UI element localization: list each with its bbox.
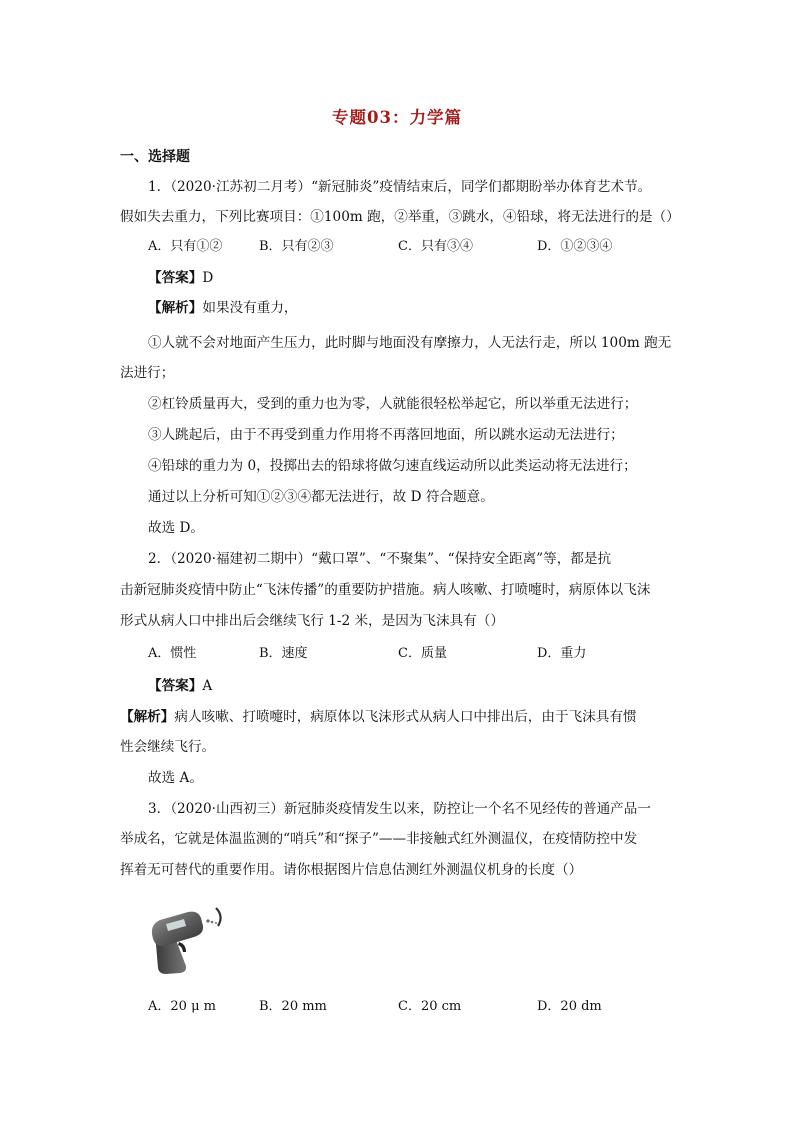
analysis-text: 如果没有重力， — [202, 300, 298, 316]
q2-analysis-line1 — [120, 707, 680, 727]
q1-option-c: C．只有③④ — [398, 239, 473, 254]
q3-stem-line2: 举成名，它就是体温监测的“哨兵”和“探子”——非接触式红外测温仪，在疫情防控中发 — [120, 831, 638, 847]
answer-label: 【答案】 — [148, 678, 203, 694]
analysis-label: 【解析】 — [148, 300, 203, 316]
answer-value: D — [202, 270, 214, 286]
q1-analysis-intro — [148, 298, 708, 318]
page-title: 专题03：力学篇 — [332, 108, 462, 127]
q1-stem-line2: 假如失去重力，下列比赛项目：①100m 跑，②举重，③跳水，④铅球，将无法进行的是（） — [120, 209, 680, 225]
q3-option-a: A．20 μ m — [148, 999, 216, 1014]
q3-stem-line1: 3．（2020·山西初三）新冠肺炎疫情发生以来，防控让一个名不见经传的普通产品一 — [148, 801, 651, 817]
q1-option-a: A．只有①② — [148, 239, 223, 254]
answer-label: 【答案】 — [148, 270, 203, 286]
answer-value: A — [202, 678, 213, 694]
q2-option-a: A．惯性 — [148, 646, 197, 661]
q1-option-b: B．只有②③ — [259, 239, 334, 254]
q1-analysis-line: 通过以上分析可知①②③④都无法进行，故 D 符合题意。 — [148, 489, 494, 505]
q3-option-d: D．20 dm — [537, 999, 602, 1014]
q3-option-b: B．20 mm — [259, 999, 327, 1014]
analysis-text: 病人咳嗽、打喷嚏时，病原体以飞沫形式从病人口中排出后，由于飞沫具有惯 — [174, 709, 637, 725]
q2-option-d: D．重力 — [537, 646, 587, 661]
q1-option-d: D．①②③④ — [537, 239, 613, 254]
q1-analysis-line: ②杠铃质量再大，受到的重力也为零，人就能很轻松举起它，所以举重无法进行； — [148, 396, 638, 412]
q3-stem-line3: 挥着无可替代的重要作用。请你根据图片信息估测红外测温仪机身的长度（） — [120, 862, 583, 878]
infrared-thermometer-icon — [146, 904, 224, 976]
q1-analysis-line: ④铅球的重力为 0，投掷出去的铅球将做匀速直线运动所以此类运动将无法进行； — [148, 458, 637, 474]
q1-answer — [148, 268, 708, 288]
q2-answer — [148, 676, 708, 696]
q2-option-b: B．速度 — [259, 646, 308, 661]
q2-stem-line2: 击新冠肺炎疫情中防止“飞沫传播”的重要防护措施。病人咳嗽、打喷嚏时，病原体以飞沫 — [120, 582, 651, 598]
q2-analysis-line2: 性会继续飞行。 — [120, 739, 216, 755]
q2-conclusion: 故选 A。 — [148, 770, 203, 786]
q2-stem-line1: 2．（2020·福建初二期中）“戴口罩”、“不聚集”、“保持安全距离”等，都是抗 — [148, 551, 612, 567]
analysis-label: 【解析】 — [120, 709, 175, 725]
q3-option-c: C．20 cm — [398, 999, 462, 1014]
q1-analysis-line: ①人就不会对地面产生压力，此时脚与地面没有摩擦力，人无法行走，所以 100m 跑无 — [148, 335, 672, 351]
q1-conclusion: 故选 D。 — [148, 520, 205, 536]
section-heading: 一、选择题 — [120, 149, 190, 165]
q1-analysis-line: 法进行； — [120, 365, 175, 381]
q1-analysis-line: ③人跳起后，由于不再受到重力作用将不再落回地面，所以跳水运动无法进行； — [148, 427, 624, 443]
q2-option-c: C．质量 — [398, 646, 447, 661]
q2-stem-line3: 形式从病人口中排出后会继续飞行 1-2 米，是因为飞沫具有（） — [120, 613, 504, 629]
q1-stem-line1: 1．（2020·江苏初二月考）“新冠肺炎”疫情结束后，同学们都期盼举办体育艺术节。 — [148, 179, 652, 195]
